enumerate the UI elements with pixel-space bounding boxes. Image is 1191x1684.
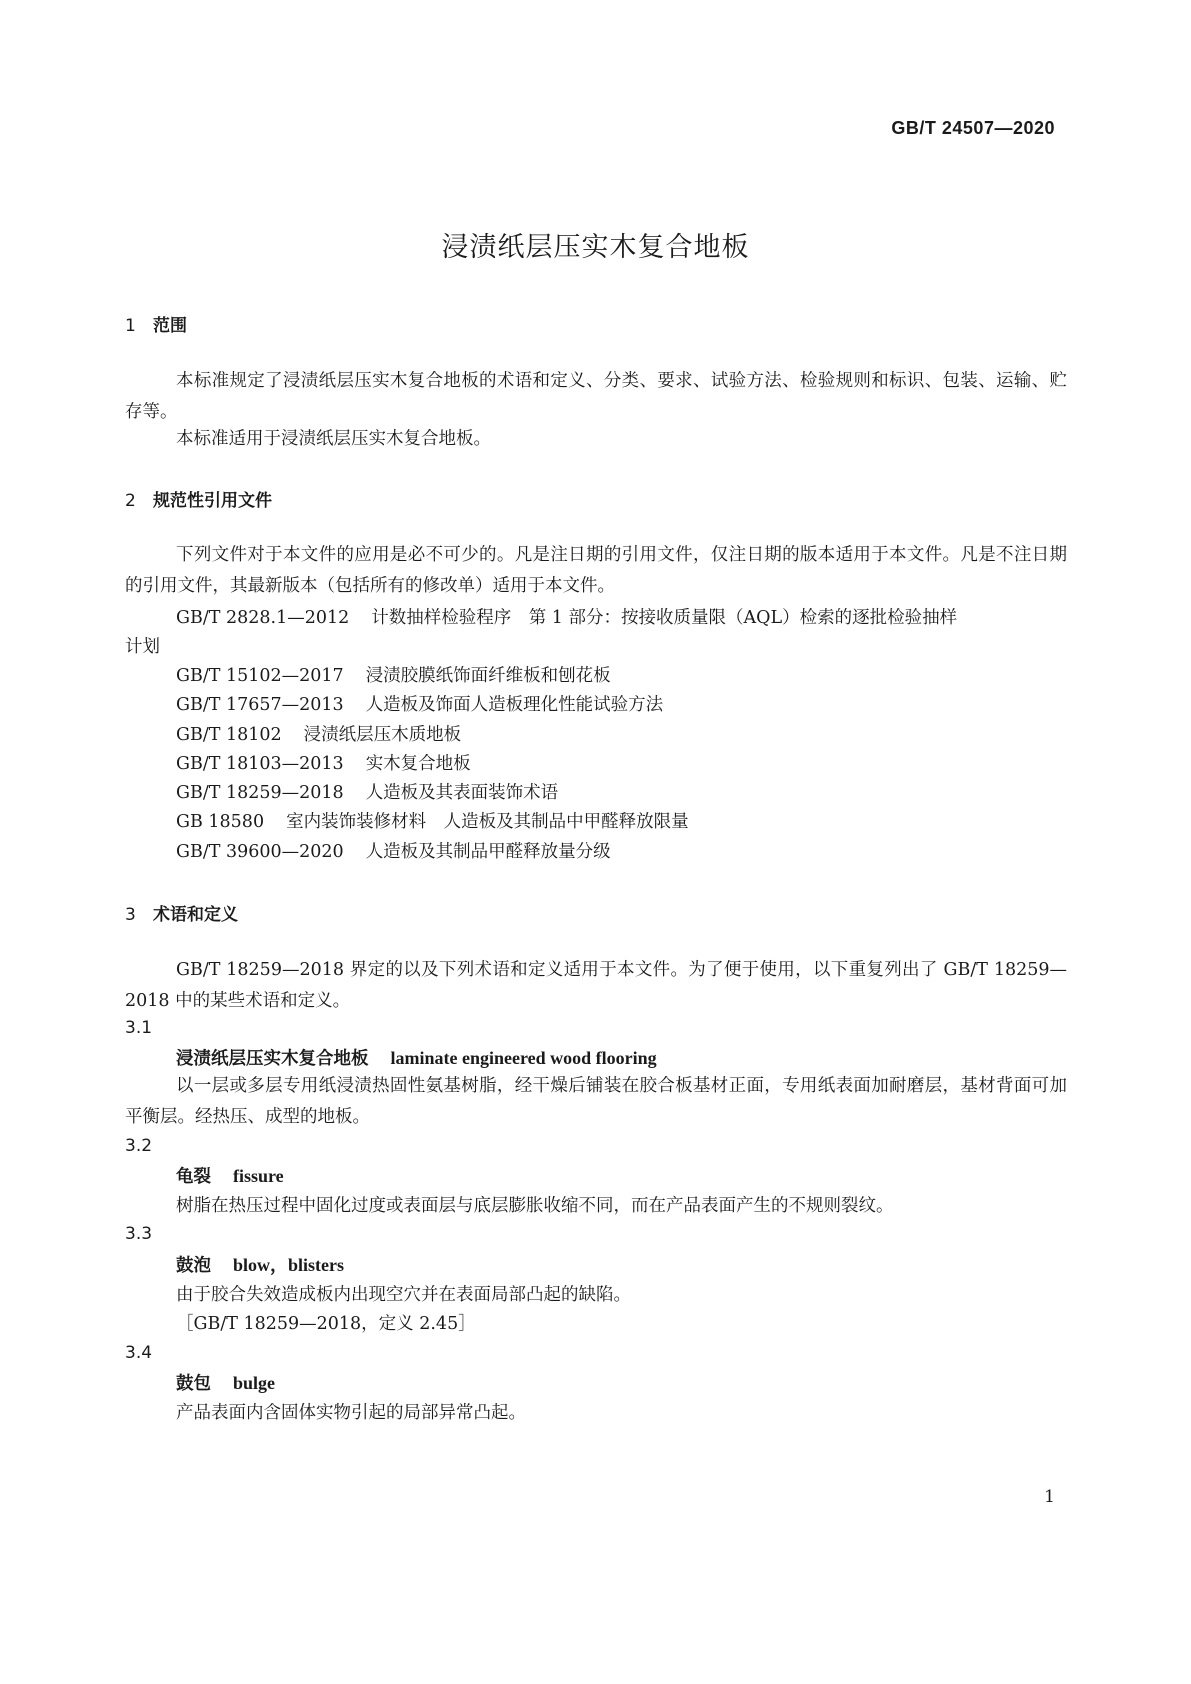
reference-title: 人造板及其制品甲醛释放量分级	[365, 842, 611, 862]
reference-title: 计数抽样检验程序 第 1 部分：按接收质量限（AQL）检索的逐批检验抽样	[371, 608, 958, 628]
term-entry	[176, 1045, 657, 1070]
paragraph: 本标准规定了浸渍纸层压实木复合地板的术语和定义、分类、要求、试验方法、检验规则和标识、包装、运输、贮存等。	[125, 371, 1067, 422]
clause-number: 3.1	[125, 1018, 153, 1038]
reference-code: GB 18580	[176, 812, 265, 832]
standard-code: GB/T 24507—2020	[891, 118, 1055, 138]
reference-code: GB/T 18259—2018	[176, 783, 344, 803]
section-title: 范围	[153, 316, 187, 336]
reference-item	[176, 604, 957, 629]
term-chinese: 鼓泡	[176, 1256, 211, 1276]
term-chinese: 鼓包	[176, 1374, 211, 1394]
reference-title: 浸渍纸层压木质地板	[303, 725, 462, 745]
section-number: 2	[125, 491, 136, 511]
reference-title: 人造板及其表面装饰术语	[365, 783, 559, 803]
reference-continuation: 计划	[125, 637, 160, 657]
section-title: 规范性引用文件	[153, 491, 272, 511]
reference-title: 实木复合地板	[365, 754, 471, 774]
paragraph: GB/T 18259—2018 界定的以及下列术语和定义适用于本文件。为了便于使用，以下重复列出了 GB/T 18259—2018 中的某些术语和定义。	[125, 960, 1067, 1011]
reference-item	[176, 721, 461, 746]
term-source: ［GB/T 18259—2018，定义 2.45］	[176, 1314, 476, 1334]
term-definition: 树脂在热压过程中固化过度或表面层与底层膨胀收缩不同，而在产品表面产生的不规则裂纹。	[176, 1196, 894, 1216]
term-english: bulge	[233, 1373, 276, 1393]
section-2-heading	[125, 486, 272, 511]
reference-title: 人造板及饰面人造板理化性能试验方法	[365, 695, 664, 715]
section-title: 术语和定义	[153, 905, 238, 925]
reference-title: 浸渍胶膜纸饰面纤维板和刨花板	[365, 666, 611, 686]
term-english: laminate engineered wood flooring	[390, 1048, 657, 1068]
section-number: 1	[125, 316, 136, 336]
reference-code: GB/T 18103—2013	[176, 754, 344, 774]
term-definition: 由于胶合失效造成板内出现空穴并在表面局部凸起的缺陷。	[176, 1285, 631, 1305]
paragraph: 本标准适用于浸渍纸层压实木复合地板。	[176, 429, 491, 449]
reference-item	[176, 779, 558, 804]
term-entry	[176, 1163, 284, 1188]
reference-item	[176, 808, 689, 833]
section-number: 3	[125, 905, 136, 925]
term-entry	[176, 1370, 275, 1395]
reference-code: GB/T 2828.1—2012	[176, 608, 350, 628]
reference-code: GB/T 18102	[176, 725, 282, 745]
reference-code: GB/T 17657—2013	[176, 695, 344, 715]
reference-item	[176, 662, 611, 687]
term-definition: 产品表面内含固体实物引起的局部异常凸起。	[176, 1403, 526, 1423]
reference-item	[176, 691, 663, 716]
reference-item	[176, 750, 471, 775]
term-definition: 以一层或多层专用纸浸渍热固性氨基树脂，经干燥后铺装在胶合板基材正面，专用纸表面加耐磨层，基材背面可加平衡层。经热压、成型的地板。	[125, 1076, 1067, 1127]
term-entry	[176, 1251, 344, 1277]
reference-title: 室内装饰装修材料 人造板及其制品中甲醛释放限量	[286, 812, 689, 832]
term-english: blow，blisters	[233, 1255, 345, 1275]
clause-number: 3.2	[125, 1136, 153, 1156]
term-chinese: 浸渍纸层压实木复合地板	[176, 1049, 369, 1069]
reference-item	[176, 838, 611, 863]
paragraph: 下列文件对于本文件的应用是必不可少的。凡是注日期的引用文件，仅注日期的版本适用于本文件。凡是不注日期的引用文件，其最新版本（包括所有的修改单）适用于本文件。	[125, 545, 1067, 596]
clause-number: 3.4	[125, 1343, 153, 1363]
reference-code: GB/T 15102—2017	[176, 666, 344, 686]
section-1-heading	[125, 311, 187, 336]
section-3-heading	[125, 900, 238, 925]
term-chinese: 龟裂	[176, 1167, 211, 1187]
reference-code: GB/T 39600—2020	[176, 842, 344, 862]
page-number: 1	[1044, 1487, 1055, 1507]
term-english: fissure	[233, 1166, 284, 1186]
document-title: 浸渍纸层压实木复合地板	[441, 232, 750, 263]
clause-number: 3.3	[125, 1224, 153, 1244]
